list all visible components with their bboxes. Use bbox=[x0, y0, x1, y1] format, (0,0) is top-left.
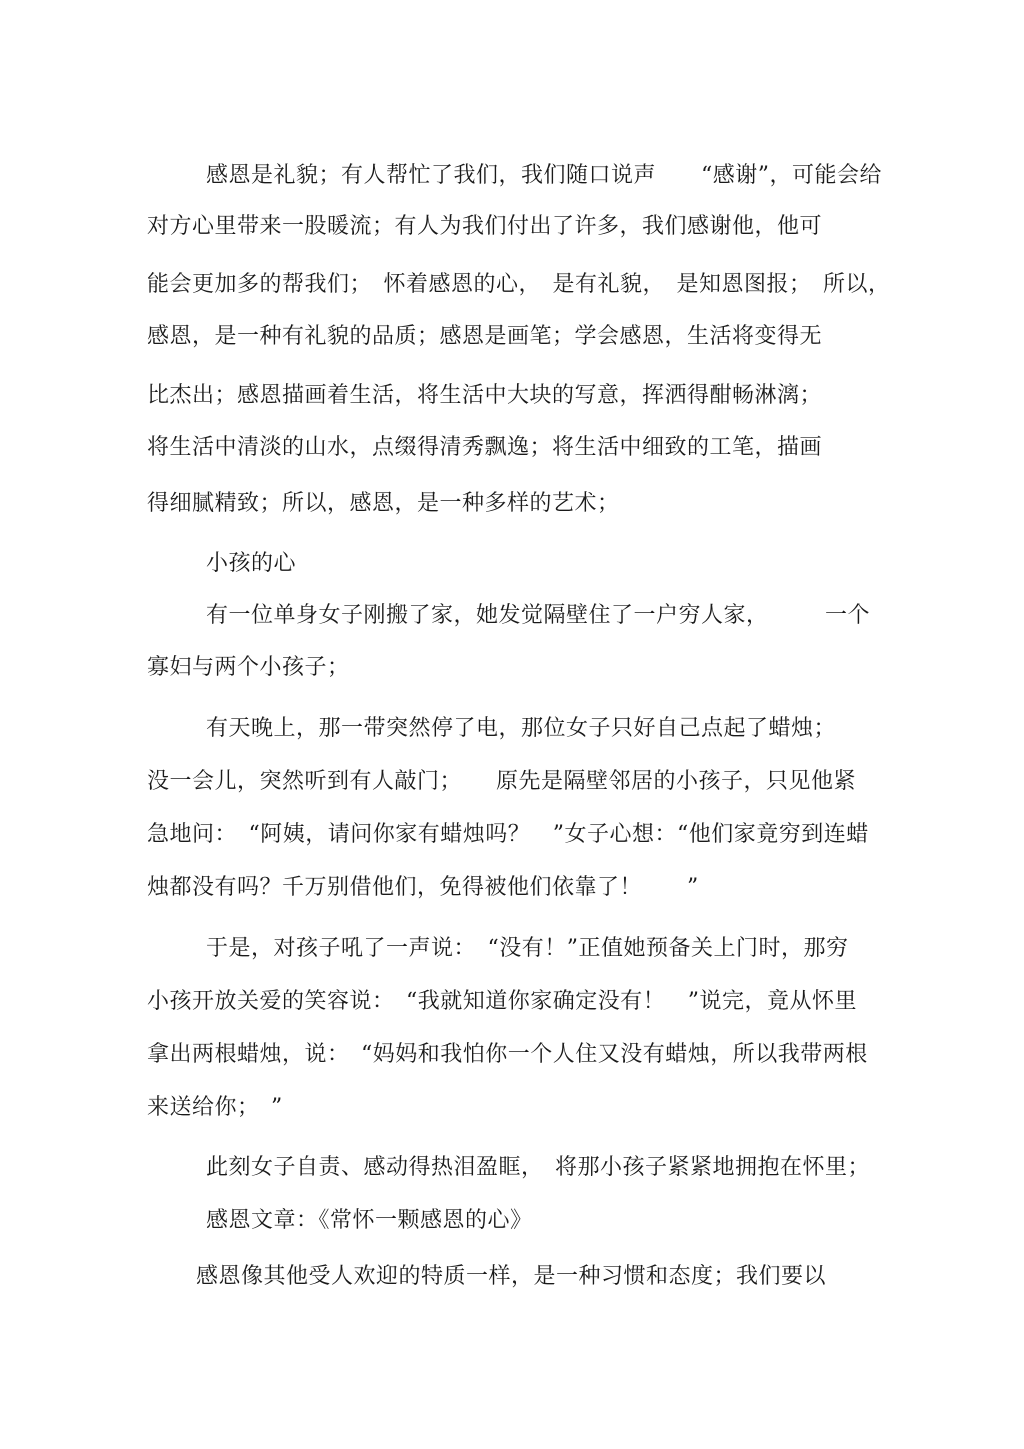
text-line: 寡妇与两个小孩子； bbox=[147, 655, 350, 680]
text-line: 没一会儿，突然听到有人敲门； 原先是隔壁邻居的小孩子，只见他紧 bbox=[147, 769, 857, 794]
text-line: 感恩，是一种有礼貌的品质；感恩是画笔；学会感恩，生活将变得无 bbox=[147, 324, 823, 349]
text-line: 小孩开放关爱的笑容说： “我就知道你家确定没有！ ”说完，竟从怀里 bbox=[147, 989, 857, 1014]
text-line: 有一位单身女子刚搬了家，她发觉隔壁住了一户穷人家， 一个 bbox=[206, 603, 871, 628]
text-line: 得细腻精致；所以，感恩，是一种多样的艺术； bbox=[147, 491, 620, 516]
text-line: 比杰出；感恩描画着生活，将生活中大块的写意，挥洒得酣畅淋漓； bbox=[147, 383, 823, 408]
text-line: 感恩像其他受人欢迎的特质一样，是一种习惯和态度；我们要以 bbox=[196, 1264, 827, 1289]
text-line: 拿出两根蜡烛，说： “妈妈和我怕你一个人住又没有蜡烛，所以我带两根 bbox=[147, 1042, 868, 1067]
text-line: 此刻女子自责、感动得热泪盈眶， 将那小孩子紧紧地拥抱在怀里； bbox=[206, 1155, 871, 1180]
text-line: 烛都没有吗？千万别借他们，免得被他们依靠了！ ” bbox=[147, 875, 699, 900]
text-line: 将生活中清淡的山水，点缀得清秀飘逸；将生活中细致的工笔，描画 bbox=[147, 435, 823, 460]
text-line: 于是，对孩子吼了一声说： “没有！”正值她预备关上门时，那穷 bbox=[206, 936, 849, 961]
text-line: 来送给你； ” bbox=[147, 1095, 283, 1120]
text-line: 对方心里带来一股暖流；有人为我们付出了许多，我们感谢他，他可 bbox=[147, 214, 823, 239]
text-line: 有天晚上，那一带突然停了电，那位女子只好自己点起了蜡烛； bbox=[206, 716, 837, 741]
text-line: 感恩是礼貌；有人帮忙了我们，我们随口说声 “感谢”，可能会给 bbox=[206, 163, 882, 188]
section-heading: 小孩的心 bbox=[206, 551, 297, 576]
section-heading: 感恩文章：《常怀一颗感恩的心》 bbox=[206, 1208, 533, 1233]
text-line: 急地问： “阿姨，请问你家有蜡烛吗？ ”女子心想：“他们家竟穷到连蜡 bbox=[147, 822, 869, 847]
text-line: 能会更加多的帮我们； 怀着感恩的心， 是有礼貌， 是知恩图报； 所以， bbox=[147, 272, 891, 297]
